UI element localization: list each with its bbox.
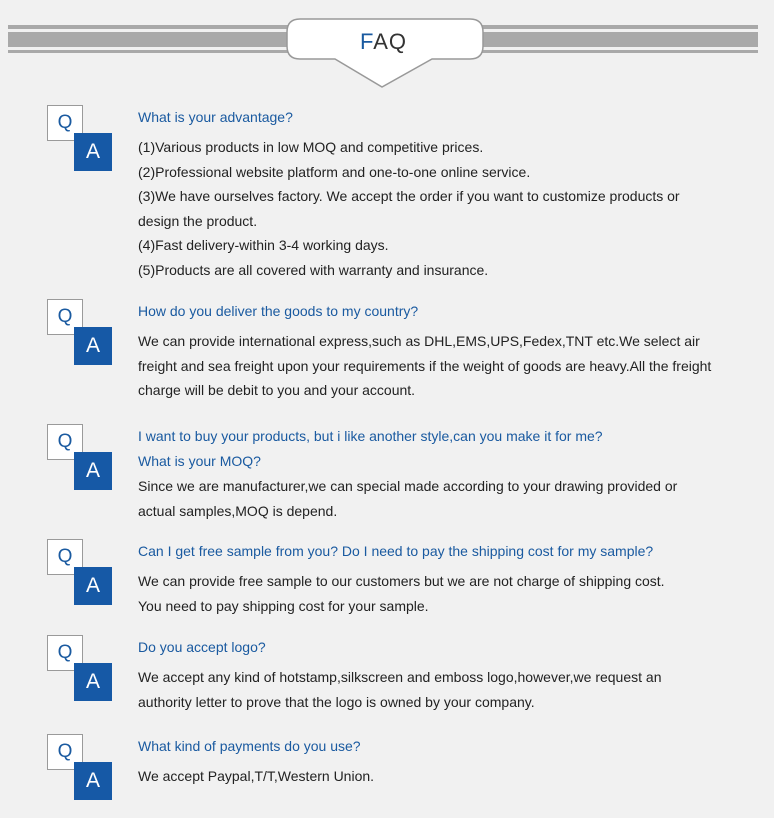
qa-badge [47,424,112,489]
faq-answer-line: authority letter to prove that the logo is owned by your company. [138,693,535,710]
faq-answer-line: We accept Paypal,T/T,Western Union. [138,768,375,784]
q-icon: Q [47,105,83,141]
a-icon: A [74,327,112,365]
faq-answer-line: (4)Fast delivery-within 3-4 working days. [138,237,389,254]
a-icon: A [74,133,112,171]
a-icon: A [74,663,112,701]
q-icon: Q [47,299,83,335]
faq-answer-line: We accept any kind of hotstamp,silkscreen and emboss logo,however,we request an [138,669,662,685]
faq-answer-line: (3)We have ourselves factory. We accept the order if you want to customize products or [138,188,680,205]
a-icon: A [74,762,112,800]
faq-question: Can I get free sample from you? Do I need to pay the shipping cost for my sample? [138,543,654,559]
faq-question: How do you deliver the goods to my country? [138,303,419,319]
faq-answer-line: actual samples,MOQ is depend. [138,502,338,519]
page-title: FAQ [359,29,408,54]
faq-question: What kind of payments do you use? [138,738,361,754]
q-icon: Q [47,734,83,770]
faq-question: I want to buy your products, but i like another style,can you make it for me? [138,428,603,444]
faq-answer-line: You need to pay shipping cost for your sample. [138,597,429,614]
faq-question: Do you accept logo? [138,639,266,655]
q-icon: Q [47,424,83,460]
qa-badge [47,635,112,700]
qa-badge [47,734,112,799]
faq-question: What is your MOQ? [138,453,261,469]
qa-badge [47,299,112,364]
faq-answer-line: (2)Professional website platform and one-to-one online service. [138,163,531,180]
faq-answer-line: We can provide international express,such as DHL,EMS,UPS,Fedex,TNT etc.We select air [138,333,700,349]
q-icon: Q [47,635,83,671]
a-icon: A [74,567,112,605]
faq-answer-line: freight and sea freight upon your requirements if the weight of goods are heavy.All the freight [138,357,712,374]
qa-badge [47,105,112,170]
a-icon: A [74,452,112,490]
faq-header [0,0,774,95]
faq-answer-line: charge will be debit to you and your account. [138,382,416,399]
faq-answer-line: (1)Various products in low MOQ and competitive prices. [138,139,484,155]
qa-badge [47,539,112,604]
faq-answer-line: We can provide free sample to our customers but we are not charge of shipping cost. [138,573,665,589]
q-icon: Q [47,539,83,575]
faq-question: What is your advantage? [138,109,293,125]
faq-answer-line: design the product. [138,212,258,229]
faq-answer-line: Since we are manufacturer,we can special made according to your drawing provided or [138,478,678,494]
faq-answer-line: (5)Products are all covered with warranty and insurance. [138,261,489,278]
